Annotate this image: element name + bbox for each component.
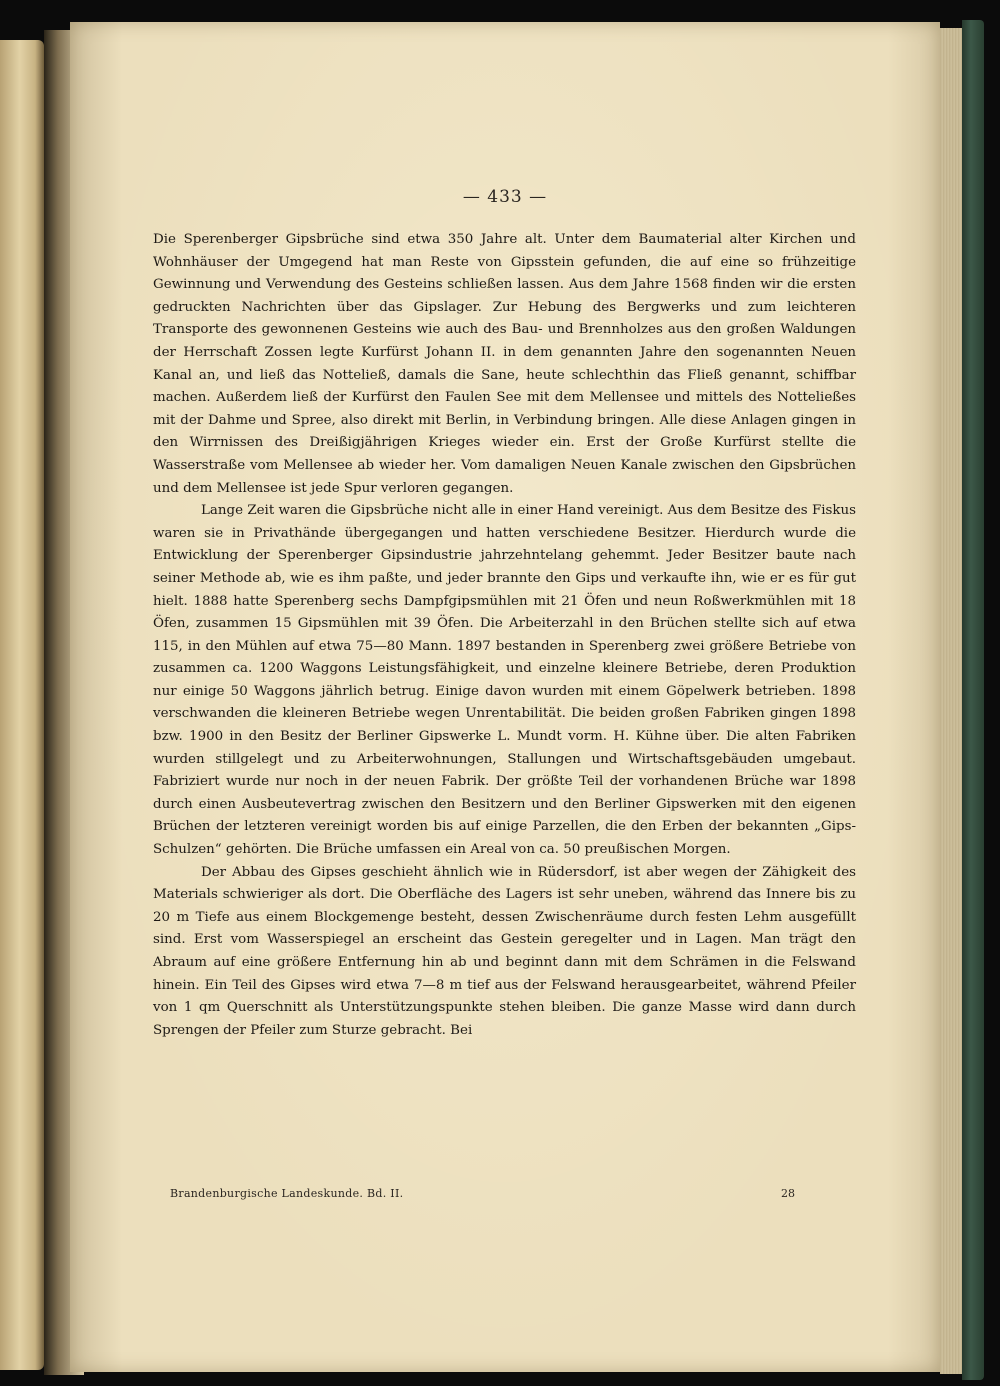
page-edge-stack (940, 28, 962, 1374)
book-page (70, 22, 940, 1372)
body-text (153, 229, 856, 1042)
page-number: — 433 — (70, 187, 940, 207)
footer-signature-number: 28 (781, 1187, 795, 1200)
paragraph-3: Der Abbau des Gipses geschieht ähnlich wie in Rüdersdorf, ist aber wegen der Zähigkeit des Materials schwieriger als dort. Die Oberfläche des Lagers ist sehr uneben, während das Innere bis zu 20 m Tiefe aus einem Blockgemenge besteht, dessen Zwischenräume durch festen Lehm ausgefüllt sind. Erst vom Wasserspiegel an erscheint das Gestein geregelter und in Lagen. Man trägt den Abraum auf eine größere Entfernung hin ab und beginnt dann mit dem Schrämen in die Felswand hinein. Ein Teil des Gipses wird etwa 7—8 m tief aus der Felswand herausgearbeitet, während Pfeiler von 1 qm Querschnitt als Unterstützungspunkte stehen bleiben. Die ganze Masse wird dann durch Sprengen der Pfeiler zum Sturze gebracht. Bei (153, 864, 856, 1038)
paragraph-2: Lange Zeit waren die Gipsbrüche nicht alle in einer Hand vereinigt. Aus dem Besitze des Fiskus waren sie in Privathände übergegangen und hatten verschiedene Besitzer. Hierdurch wurde die Entwicklung der Sperenberger Gipsindustrie jahrzehntelang gehemmt. Jeder Besitzer baute nach seiner Methode ab, wie es ihm paßte, und jeder brannte den Gips und verkaufte ihn, wie er es für gut hielt. 1888 hatte Sperenberg sechs Dampfgipsmühlen mit 21 Öfen und neun Roßwerkmühlen mit 18 Öfen, zusammen 15 Gipsmühlen mit 39 Öfen. Die Arbeiterzahl in den Brüchen stellte sich auf etwa 115, in den Mühlen auf etwa 75—80 Mann. 1897 bestanden in Sperenberg zwei größere Betriebe von zusammen ca. 1200 Waggons Leistungsfähigkeit, und einzelne kleinere Betriebe, deren Produktion nur einige 50 Waggons jährlich betrug. Einige davon wurden mit einem Göpelwerk betrieben. 1898 verschwanden die kleineren Betriebe wegen Unrentabilität. Die beiden großen Fabriken gingen 1898 bzw. 1900 in den Besitz der Berliner Gipswerke L. Mundt vorm. H. Kühne über. Die alten Fabriken wurden stillgelegt und zu Arbeiterwohnungen, Stallungen und Wirtschaftsgebäuden umgebaut. Fabriziert wurde nur noch in der neuen Fabrik. Der größte Teil der vorhandenen Brüche war 1898 durch einen Ausbeutevertrag zwischen den Besitzern und den Berliner Gipswerken mit den eigenen Brüchen der letzteren vereinigt worden bis auf einige Parzellen, die den Erben der bekannten „Gips-Schulzen“ gehörten. Die Brüche umfassen ein Areal von ca. 50 preußischen Morgen. (153, 503, 856, 858)
footer-book-title: Brandenburgische Landeskunde. Bd. II. (170, 1187, 404, 1200)
paragraph-1: Die Sperenberger Gipsbrüche sind etwa 350 Jahre alt. Unter dem Baumaterial alter Kirchen und Wohnhäuser der Umgegend hat man Reste von Gipsstein gefunden, die auf eine so frühzeitige Gewinnung und Verwendung des Gesteins schließen lassen. Aus dem Jahre 1568 finden wir die ersten gedruckten Nachrichten über das Gipslager. Zur Hebung des Bergwerks und zum leichteren Transporte des gewonnenen Gesteins wie auch des Bau- und Brennholzes aus den großen Waldungen der Herrschaft Zossen legte Kurfürst Johann II. in dem genannten Jahre den sogenannten Neuen Kanal an, und ließ das Notteließ, damals die Sane, heute schlechthin das Fließ genannt, schiffbar machen. Außerdem ließ der Kurfürst den Faulen See mit dem Mellensee und mittels des Notteließes mit der Dahme und Spree, also direkt mit Berlin, in Verbindung bringen. Alle diese Anlagen gingen in den Wirrnissen des Dreißigjährigen Krieges wieder ein. Erst der Große Kurfürst stellte die Wasserstraße vom Mellensee ab wieder her. Vom damaligen Neuen Kanale zwischen den Gipsbrüchen und dem Mellensee ist jede Spur verloren gegangen. (153, 232, 856, 496)
page-footer (170, 1187, 795, 1200)
facing-page-edge (0, 40, 44, 1370)
book-binding (962, 20, 984, 1380)
